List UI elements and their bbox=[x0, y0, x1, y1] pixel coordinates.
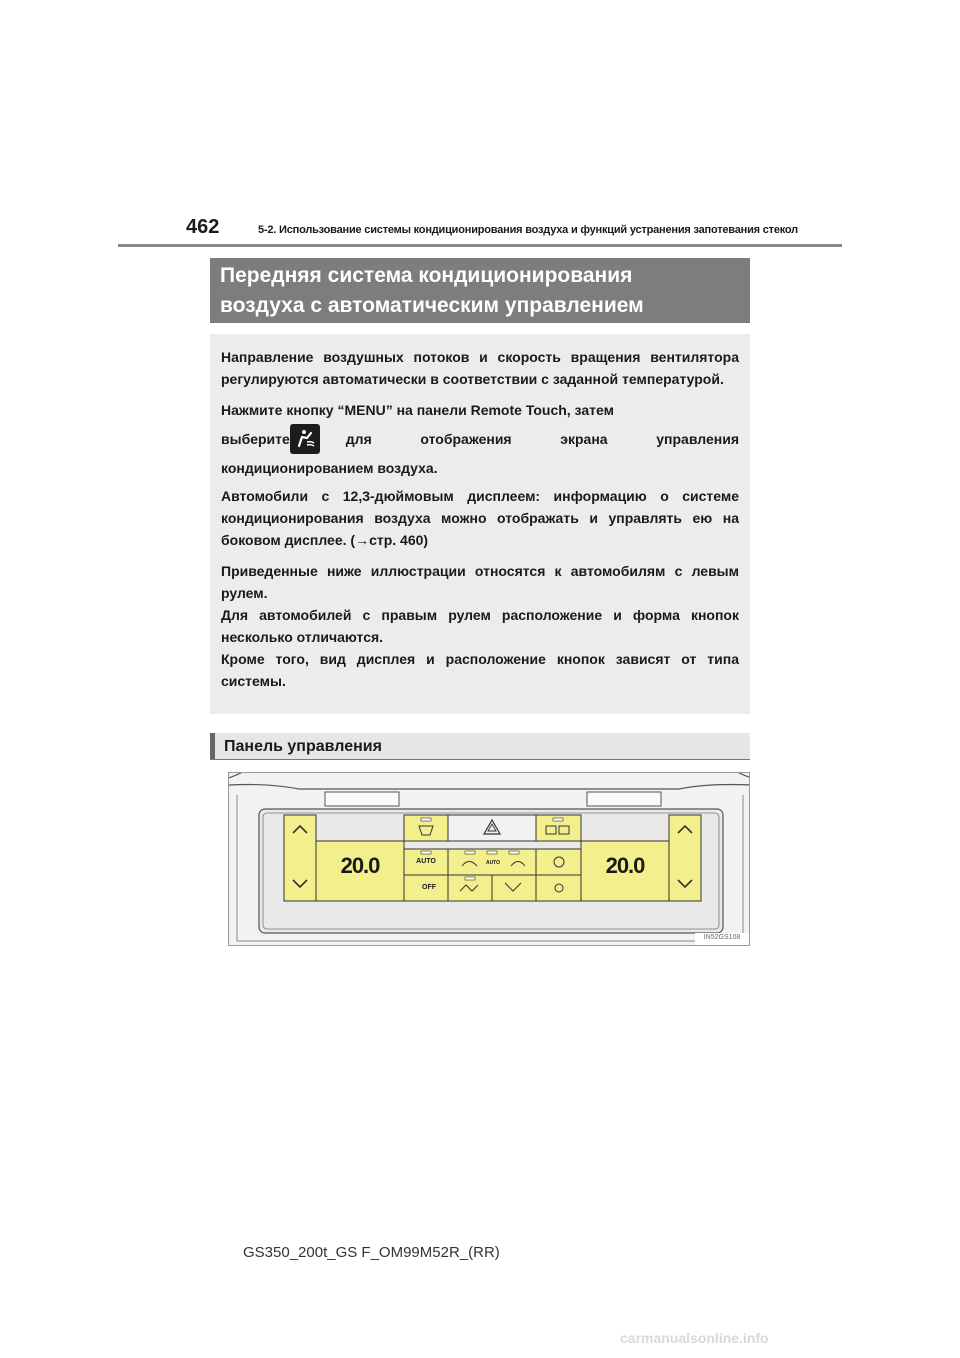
fan-up-button bbox=[536, 849, 581, 875]
intro-p2-line3: кондиционированием воздуха. bbox=[221, 460, 438, 476]
watermark: carmanualsonline.info bbox=[620, 1330, 769, 1346]
subsection-title: Панель управления bbox=[210, 733, 750, 760]
section-title bbox=[210, 258, 750, 323]
intro-p2-line2 bbox=[221, 421, 739, 457]
fan-down-button bbox=[536, 875, 581, 901]
intro-box bbox=[210, 334, 750, 714]
breadcrumb: 5-2. Использование системы кондиционирования воздуха и функций устранения запотевания стекол bbox=[258, 224, 798, 236]
intro-paragraph-2 bbox=[221, 399, 739, 479]
intro-paragraph-5: Для автомобилей с правым рулем расположение и форма кнопок несколько отличаются. bbox=[221, 607, 739, 645]
off-label: OFF bbox=[422, 884, 436, 891]
section-title-line1: Передняя система кондиционирования bbox=[220, 264, 633, 287]
climate-seat-icon bbox=[290, 424, 320, 454]
intro-paragraph-1: Направление воздушных потоков и скорость вращения вентилятора регулируются автоматически в соответствии с заданной температурой. bbox=[221, 349, 739, 387]
auto-small-label: AUTO bbox=[485, 860, 501, 866]
right-temp-display: 20.0 bbox=[605, 853, 645, 878]
intro-p2-after-icon: для отображения экрана управления bbox=[345, 431, 739, 447]
footer-model-code: GS350_200t_GS F_OM99M52R_(RR) bbox=[243, 1244, 500, 1261]
s-flow-button bbox=[492, 875, 536, 901]
auto-label: AUTO bbox=[416, 858, 436, 865]
section-title-line2: воздуха с автоматическим управлением bbox=[220, 294, 644, 317]
intro-paragraph-3: Автомобили с 12,3-дюймовым дисплеем: информацию о системе кондиционирования воздуха можно отображать и управлять ею на боковом дисплее. (→стр. 460) bbox=[221, 488, 739, 548]
intro-p2-line1: Нажмите кнопку “MENU” на панели Remote Touch, затем bbox=[221, 402, 614, 418]
header-divider bbox=[118, 244, 842, 247]
intro-paragraph-6: Кроме того, вид дисплея и расположение кнопок зависят от типа системы. bbox=[221, 651, 739, 689]
image-code: IN52GS108 bbox=[703, 934, 741, 941]
left-temp-display: 20.0 bbox=[340, 853, 380, 878]
intro-p2-before-icon: выберите bbox=[221, 431, 290, 447]
control-panel-illustration bbox=[228, 772, 750, 946]
page-number: 462 bbox=[186, 216, 220, 238]
intro-paragraph-4: Приведенные ниже иллюстрации относятся к автомобилям с левым рулем. bbox=[221, 563, 739, 601]
